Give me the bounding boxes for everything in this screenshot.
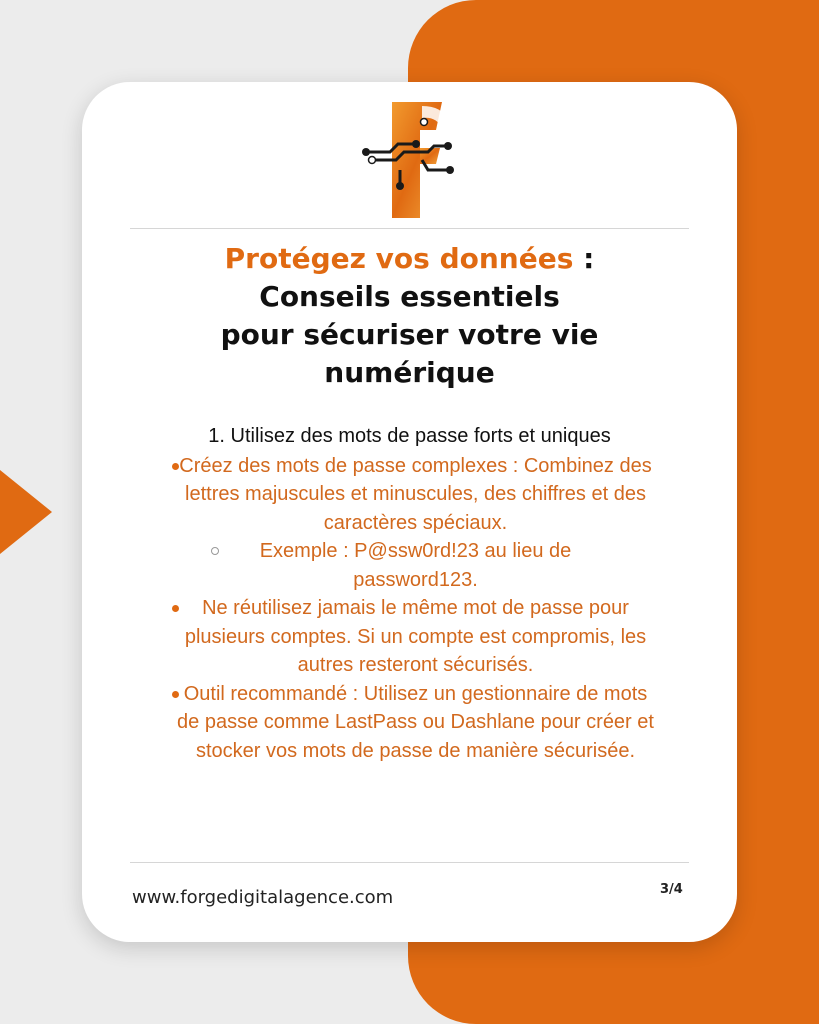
example-end: password123. [353,568,478,591]
website-url[interactable]: www.forgedigitalagence.com [132,887,394,908]
bullet-text: Ne réutilisez jamais le même mot de passe pour plusieurs comptes. Si un compte est compromis, les autres resteront sécurisés. [184,597,647,676]
title-colon: : [573,242,595,275]
example-middle: au lieu de [478,540,572,562]
title-line-3: pour sécuriser votre vie [220,318,599,351]
section-heading: 1. Utilisez des mots de passe forts et uniques [208,425,611,447]
tips-list [122,452,697,766]
page-number: 3/4 [660,882,683,897]
title-line-4: numérique [324,356,495,389]
top-divider [130,228,689,229]
bullet-text: Créez des mots de passe complexes : Combinez des lettres majuscules et minuscules, des chiffres et des caractères spéciaux. [179,454,652,534]
forge-f-circuit-logo-icon [362,100,458,218]
bullet-dot-icon [172,605,179,612]
bullet-text: Outil recommandé : Utilisez un gestionnaire de mots de passe comme LastPass ou Dashlane pour créer et stocker vos mots de passe de manière sécurisée. [177,682,654,762]
tips-content [122,422,697,765]
title-highlight: Protégez vos données [224,242,574,275]
bullet-dot-icon [172,691,179,698]
example-item [122,537,697,594]
title-line-1 [130,240,689,278]
content-card [82,82,737,942]
example-label: Exemple : P@ssw0rd!23 [259,540,479,562]
bullet-dot-icon [172,463,179,470]
list-item [122,452,697,538]
circle-bullet-icon [211,547,219,555]
list-item [122,594,697,680]
title-line-2: Conseils essentiels [259,280,560,313]
bottom-divider [130,862,689,863]
page-title [130,240,689,392]
list-item [122,680,697,766]
arrow-right-icon [0,470,52,554]
